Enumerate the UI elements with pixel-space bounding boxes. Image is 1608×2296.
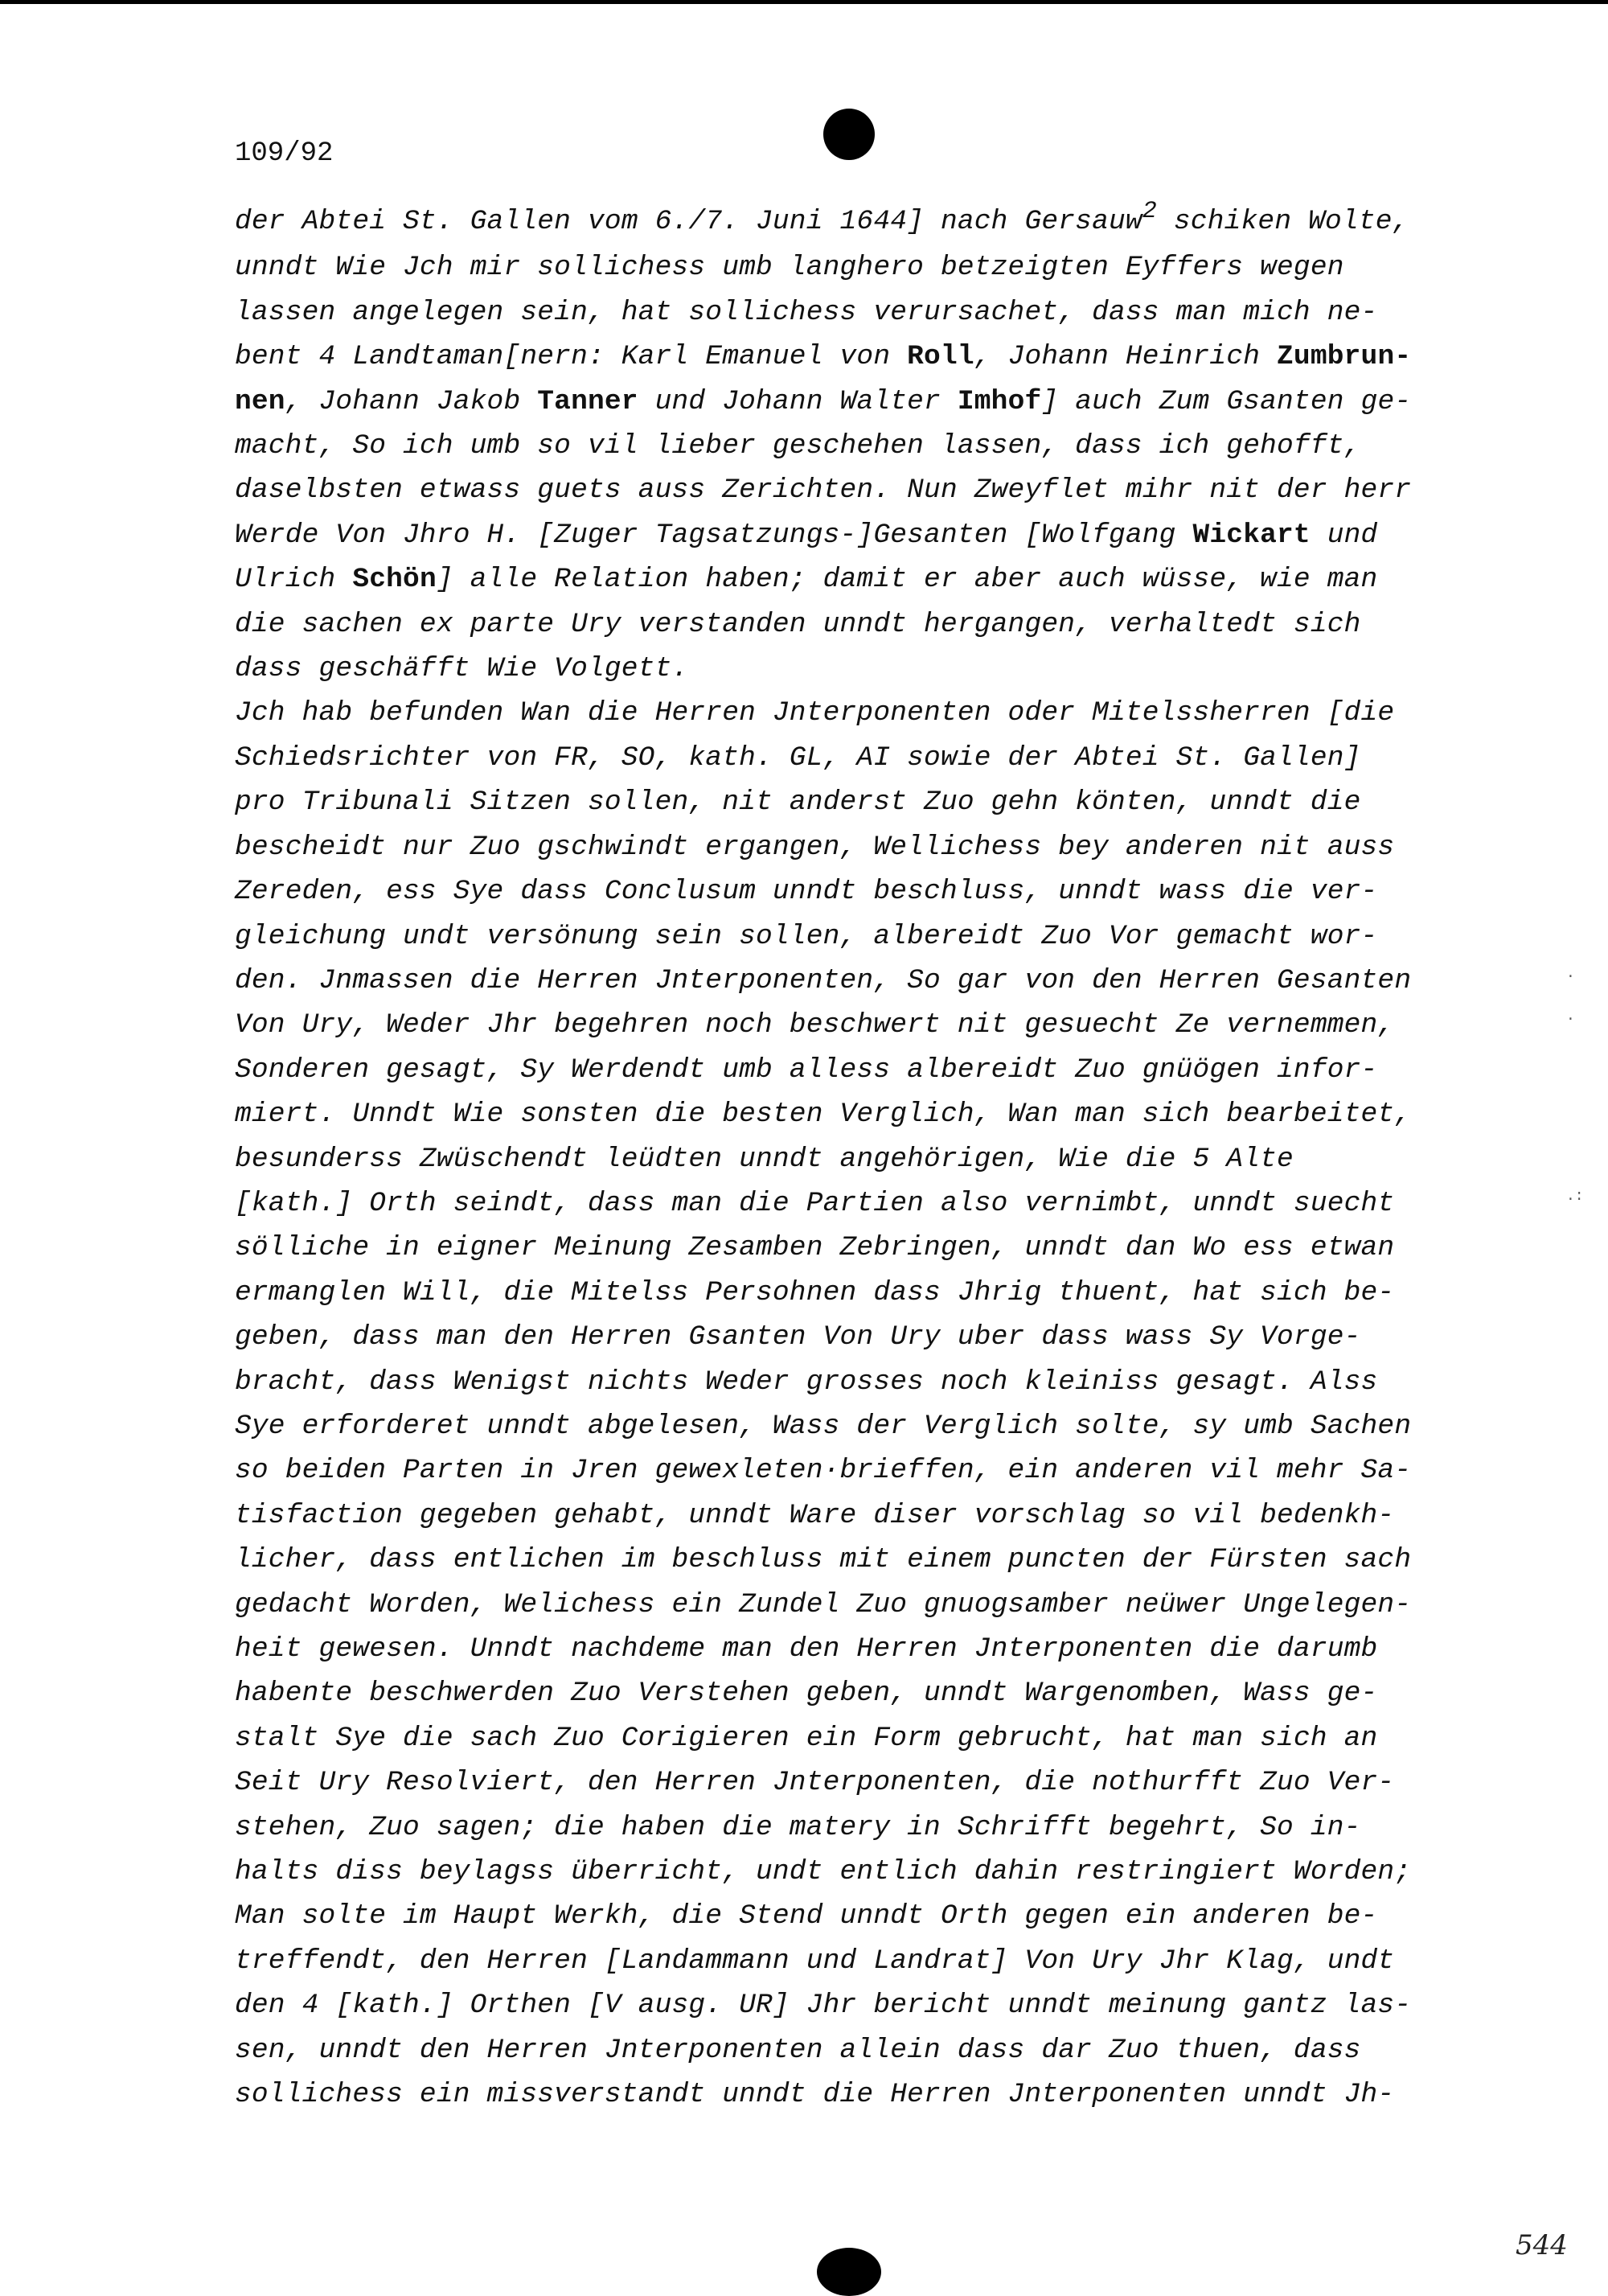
text-line: habente beschwerden Zuo Verstehen geben, unndt Wargenomben, Wass ge- <box>235 1678 1378 1710</box>
text-line: treffendt, den Herren [Landammann und Landrat] Von Ury Jhr Klag, undt <box>235 1945 1395 1977</box>
text-line: Werde Von Jhro H. [Zuger Tagsatzungs-]Gesanten [Wolfgang Wickart und <box>235 519 1378 551</box>
text-line: [kath.] Orth seindt, dass man die Partien also vernimbt, unndt suecht <box>235 1187 1395 1219</box>
body-text <box>235 199 1473 2117</box>
text-line: macht, So ich umb so vil lieber geschehen lassen, dass ich gehofft, <box>235 430 1361 462</box>
text-line: die sachen ex parte Ury verstanden unndt hergangen, verhaltedt sich <box>235 608 1361 640</box>
text-line: heit gewesen. Unndt nachdeme man den Herren Jnterponenten die darumb <box>235 1633 1378 1665</box>
name-imhof: Imhof <box>957 385 1042 417</box>
text-line: stalt Sye die sach Zuo Corigieren ein Form gebrucht, hat man sich an <box>235 1722 1378 1754</box>
text-line: Sye erforderet unndt abgelesen, Wass der Verglich solte, sy umb Sachen <box>235 1410 1412 1442</box>
text-line: miert. Unndt Wie sonsten die besten Verglich, Wan man sich bearbeitet, <box>235 1099 1412 1131</box>
punch-hole-top <box>823 109 875 160</box>
text-line: Von Ury, Weder Jhr begehren noch beschwert nit gesuecht Ze vernemmen, <box>235 1009 1395 1041</box>
text-line: unndt Wie Jch mir sollichess umb langhero betzeigten Eyffers wegen <box>235 252 1344 284</box>
name-tanner: Tanner <box>537 385 638 417</box>
text-line: der Abtei St. Gallen vom 6./7. Juni 1644] nach Gersauw2 schiken Wolte, <box>235 198 1409 237</box>
text-line: geben, dass man den Herren Gsanten Von Ury uber dass wass Sy Vorge- <box>235 1321 1361 1353</box>
text-line: lassen angelegen sein, hat sollichess verursachet, dass man mich ne- <box>235 296 1378 328</box>
text-line: bescheidt nur Zuo gschwindt ergangen, Wellichess bey anderen nit auss <box>235 831 1395 863</box>
text-line: so beiden Parten in Jren gewexleten·brieffen, ein anderen vil mehr Sa- <box>235 1455 1412 1487</box>
text-line: Seit Ury Resolviert, den Herren Jnterponenten, die nothurfft Zuo Ver- <box>235 1767 1395 1799</box>
name-zumbrunnen: Zumbrun- <box>1277 341 1412 373</box>
text-line: halts diss beylagss überricht, undt entlich dahin restringiert Worden; <box>235 1856 1412 1888</box>
scan-top-edge <box>0 0 1608 4</box>
text-line: Schiedsrichter von FR, SO, kath. GL, AI sowie der Abtei St. Gallen] <box>235 741 1361 774</box>
text-line: sen, unndt den Herren Jnterponenten allein dass dar Zuo thuen, dass <box>235 2034 1361 2066</box>
name-zumbrunnen-cont: nen <box>235 385 285 417</box>
scan-speck: · <box>1566 969 1575 985</box>
text-line: den 4 [kath.] Orthen [V ausg. UR] Jhr bericht unndt meinung gantz las- <box>235 1990 1412 2022</box>
text-line: ermanglen Will, die Mitelss Persohnen dass Jhrig thuent, hat sich be- <box>235 1276 1395 1308</box>
name-schoen: Schön <box>352 564 437 596</box>
text-line: stehen, Zuo sagen; die haben die matery in Schrifft begehrt, So in- <box>235 1811 1361 1843</box>
text-line: den. Jnmassen die Herren Jnterponenten, So gar von den Herren Gesanten <box>235 964 1412 996</box>
text-line: nen, Johann Jakob Tanner und Johann Walter Imhof] auch Zum Gsanten ge- <box>235 385 1412 417</box>
page-id: 109/92 <box>235 138 334 169</box>
name-roll: Roll <box>907 341 974 373</box>
scan-speck: · <box>1566 1012 1575 1028</box>
text-line: tisfaction gegeben gehabt, unndt Ware diser vorschlag so vil bedenkh- <box>235 1499 1395 1531</box>
text-line: Man solte im Haupt Werkh, die Stend unndt Orth gegen ein anderen be- <box>235 1900 1378 1933</box>
name-wickart: Wickart <box>1192 519 1311 551</box>
text-line: sollichess ein missverstandt unndt die Herren Jnterponenten unndt Jh- <box>235 2079 1395 2111</box>
footnote-marker: 2 <box>1142 198 1157 225</box>
text-line: bent 4 Landtaman[nern: Karl Emanuel von Roll, Johann Heinrich Zumbrun- <box>235 341 1412 373</box>
text-line: Jch hab befunden Wan die Herren Jnterponenten oder Mitelssherren [die <box>235 697 1395 729</box>
text-line: licher, dass entlichen im beschluss mit einem puncten der Fürsten sach <box>235 1544 1412 1576</box>
text-line: gleichung undt versönung sein sollen, albereidt Zuo Vor gemacht wor- <box>235 920 1378 952</box>
text-line: Sonderen gesagt, Sy Werdendt umb alless albereidt Zuo gnüögen infor- <box>235 1054 1378 1086</box>
folio-number: 544 <box>1516 2229 1568 2261</box>
text-line: sölliche in eigner Meinung Zesamben Zebringen, unndt dan Wo ess etwan <box>235 1232 1395 1264</box>
text-line: daselbsten etwass guets auss Zerichten. Nun Zweyflet mihr nit der herr <box>235 474 1412 507</box>
scan-speck: .: <box>1566 1189 1584 1205</box>
punch-hole-bottom <box>817 2248 881 2296</box>
text-line: dass geschäfft Wie Volgett. <box>235 653 689 685</box>
text-line: Zereden, ess Sye dass Conclusum unndt beschluss, unndt wass die ver- <box>235 876 1378 908</box>
text-line: pro Tribunali Sitzen sollen, nit anderst Zuo gehn könten, unndt die <box>235 787 1361 819</box>
text-line: Ulrich Schön] alle Relation haben; damit er aber auch wüsse, wie man <box>235 564 1378 596</box>
text-line: bracht, dass Wenigst nichts Weder grosses noch kleiniss gesagt. Alss <box>235 1366 1378 1398</box>
text-line: gedacht Worden, Welichess ein Zundel Zuo gnuogsamber neüwer Ungelegen- <box>235 1588 1412 1620</box>
text-line: besunderss Zwüschendt leüdten unndt angehörigen, Wie die 5 Alte <box>235 1143 1294 1175</box>
